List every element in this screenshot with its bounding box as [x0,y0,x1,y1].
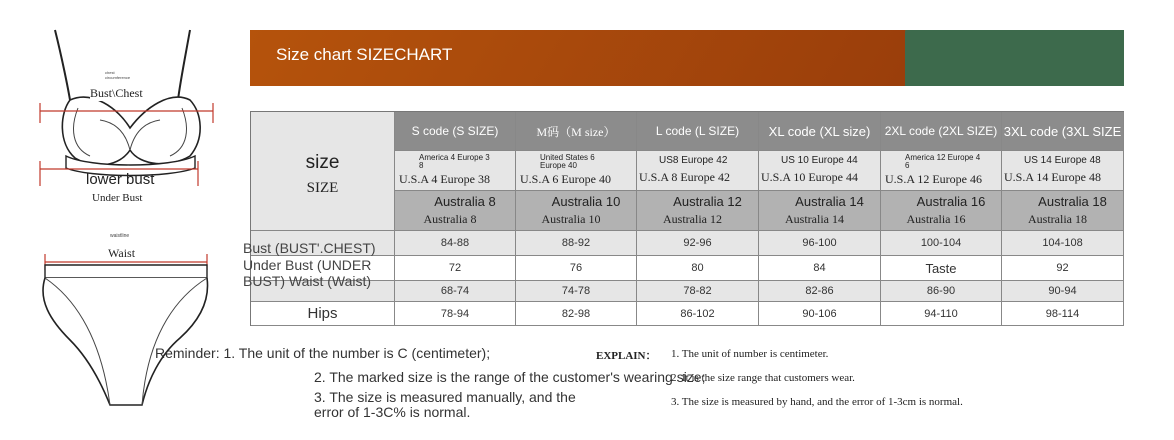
col-australia-cell [759,191,881,231]
bra-illustration [30,28,230,218]
col-header-code: S code (S SIZE) [395,112,516,151]
reminder-line-2: 2. The marked size is the range of the customer's wearing size; [314,369,706,385]
lower-bust-label: lower bust [86,171,155,188]
cell-hips: 82-98 [516,302,637,326]
cell-under: 84 [759,256,881,281]
us-europe-small-1: US 10 Europe 44 [781,155,858,166]
australia-size-large: Australia 16 [916,194,986,209]
under-bust-label: Under Bust [92,192,143,204]
waist-label: Waist [108,246,136,260]
cell-waist: 90-94 [1002,281,1124,302]
row-label-hips-cell [251,302,395,326]
cell-under: 92 [1002,256,1124,281]
banner-title: Size chart SIZECHART [276,45,453,64]
size-table [250,111,1124,326]
cell-under: 80 [637,256,759,281]
cell-bust: 88-92 [516,231,637,256]
bra-small-label-2: circumference [105,75,131,80]
us-europe-small-2: 6 [905,161,910,170]
us-europe-size: U.S.A 8 Europe 42 [639,170,730,184]
australia-size: Australia 10 [541,212,601,226]
row-label-waist: BUST) Waist (Waist) [243,273,372,289]
cell-hips: 86-102 [637,302,759,326]
col-us-europe-cell [759,151,881,191]
cell-waist: 82-86 [759,281,881,302]
australia-size-large: Australia 14 [795,194,864,209]
col-header-code: L code (L SIZE) [637,112,759,151]
col-header-code: XL code (XL size) [759,112,881,151]
cell-bust: 100-104 [881,231,1002,256]
col-header-code: 2XL code (2XL SIZE) [881,112,1002,151]
row-label-hips: Hips [307,305,338,322]
us-europe-small-1: America 12 Europe 4 [905,153,981,162]
col-australia-cell [881,191,1002,231]
col-us-europe-cell [881,151,1002,191]
header-banner [250,30,1124,86]
australia-size: Australia 12 [663,212,722,226]
col-us-europe-cell [516,151,637,191]
explain-line-2: 2. It is the size range that customers wear. [671,372,855,384]
col-australia-cell [516,191,637,231]
cell-under: Taste [881,256,1002,281]
us-europe-size: U.S.A 4 Europe 38 [399,172,490,186]
cell-waist: 68-74 [395,281,516,302]
cell-bust: 92-96 [637,231,759,256]
us-europe-small-1: US8 Europe 42 [659,155,728,166]
col-us-europe-cell [1002,151,1124,191]
reminder-line-3b: error of 1-3C% is normal. [314,404,471,420]
cell-bust: 96-100 [759,231,881,256]
col-header-code: M码（M size） [516,112,637,151]
bra-small-label-1: chest [105,70,115,75]
us-europe-small-1: US 14 Europe 48 [1024,155,1101,166]
briefs-illustration [30,240,220,412]
us-europe-small-1: America 4 Europe 3 [419,153,490,162]
cell-bust: 84-88 [395,231,516,256]
us-europe-size: U.S.A 12 Europe 46 [885,172,982,186]
us-europe-size: U.S.A 14 Europe 48 [1004,170,1101,184]
row-label-bust: Bust (BUST'.CHEST) [243,240,376,256]
reminder-line-3a: 3. The size is measured manually, and the [314,389,576,405]
australia-size: Australia 18 [1028,212,1087,226]
us-europe-small-2: Europe 40 [540,161,577,170]
australia-size-large: Australia 12 [673,194,742,209]
us-europe-small-1: United States 6 [540,153,595,162]
col-header-code: 3XL code (3XL SIZE [1002,112,1124,151]
waist-small-label: waistline [110,233,130,239]
explain-line-1: 1. The unit of number is centimeter. [671,348,829,360]
cell-waist: 86-90 [881,281,1002,302]
row-label-under: Under Bust (UNDER [243,257,372,273]
australia-size: Australia 16 [906,212,966,226]
explain-label: EXPLAIN： [596,350,657,362]
cell-hips: 94-110 [881,302,1002,326]
size-header-cell [251,112,395,231]
australia-size-large: Australia 18 [1038,194,1107,209]
australia-size: Australia 14 [785,212,844,226]
us-europe-size: U.S.A 10 Europe 44 [761,170,858,184]
col-us-europe-cell [395,151,516,191]
col-us-europe-cell [637,151,759,191]
us-europe-small-2: 8 [419,161,424,170]
us-europe-size: U.S.A 6 Europe 40 [520,172,611,186]
cell-waist: 78-82 [637,281,759,302]
size-label-caps: SIZE [306,179,339,196]
cell-bust: 104-108 [1002,231,1124,256]
cell-under: 72 [395,256,516,281]
col-australia-cell [395,191,516,231]
cell-hips: 78-94 [395,302,516,326]
cell-waist: 74-78 [516,281,637,302]
australia-size-large: Australia 10 [551,194,621,209]
australia-size-large: Australia 8 [434,194,496,209]
col-australia-cell [1002,191,1124,231]
cell-hips: 90-106 [759,302,881,326]
bust-chest-label: Bust\Chest [90,86,143,100]
cell-under: 76 [516,256,637,281]
explain-line-3: 3. The size is measured by hand, and the error of 1-3cm is normal. [671,396,963,408]
size-label: size [305,151,340,173]
col-australia-cell [637,191,759,231]
cell-hips: 98-114 [1002,302,1124,326]
australia-size: Australia 8 [423,212,477,226]
reminder-line-1: Reminder: 1. The unit of the number is C (centimeter); [155,345,491,361]
